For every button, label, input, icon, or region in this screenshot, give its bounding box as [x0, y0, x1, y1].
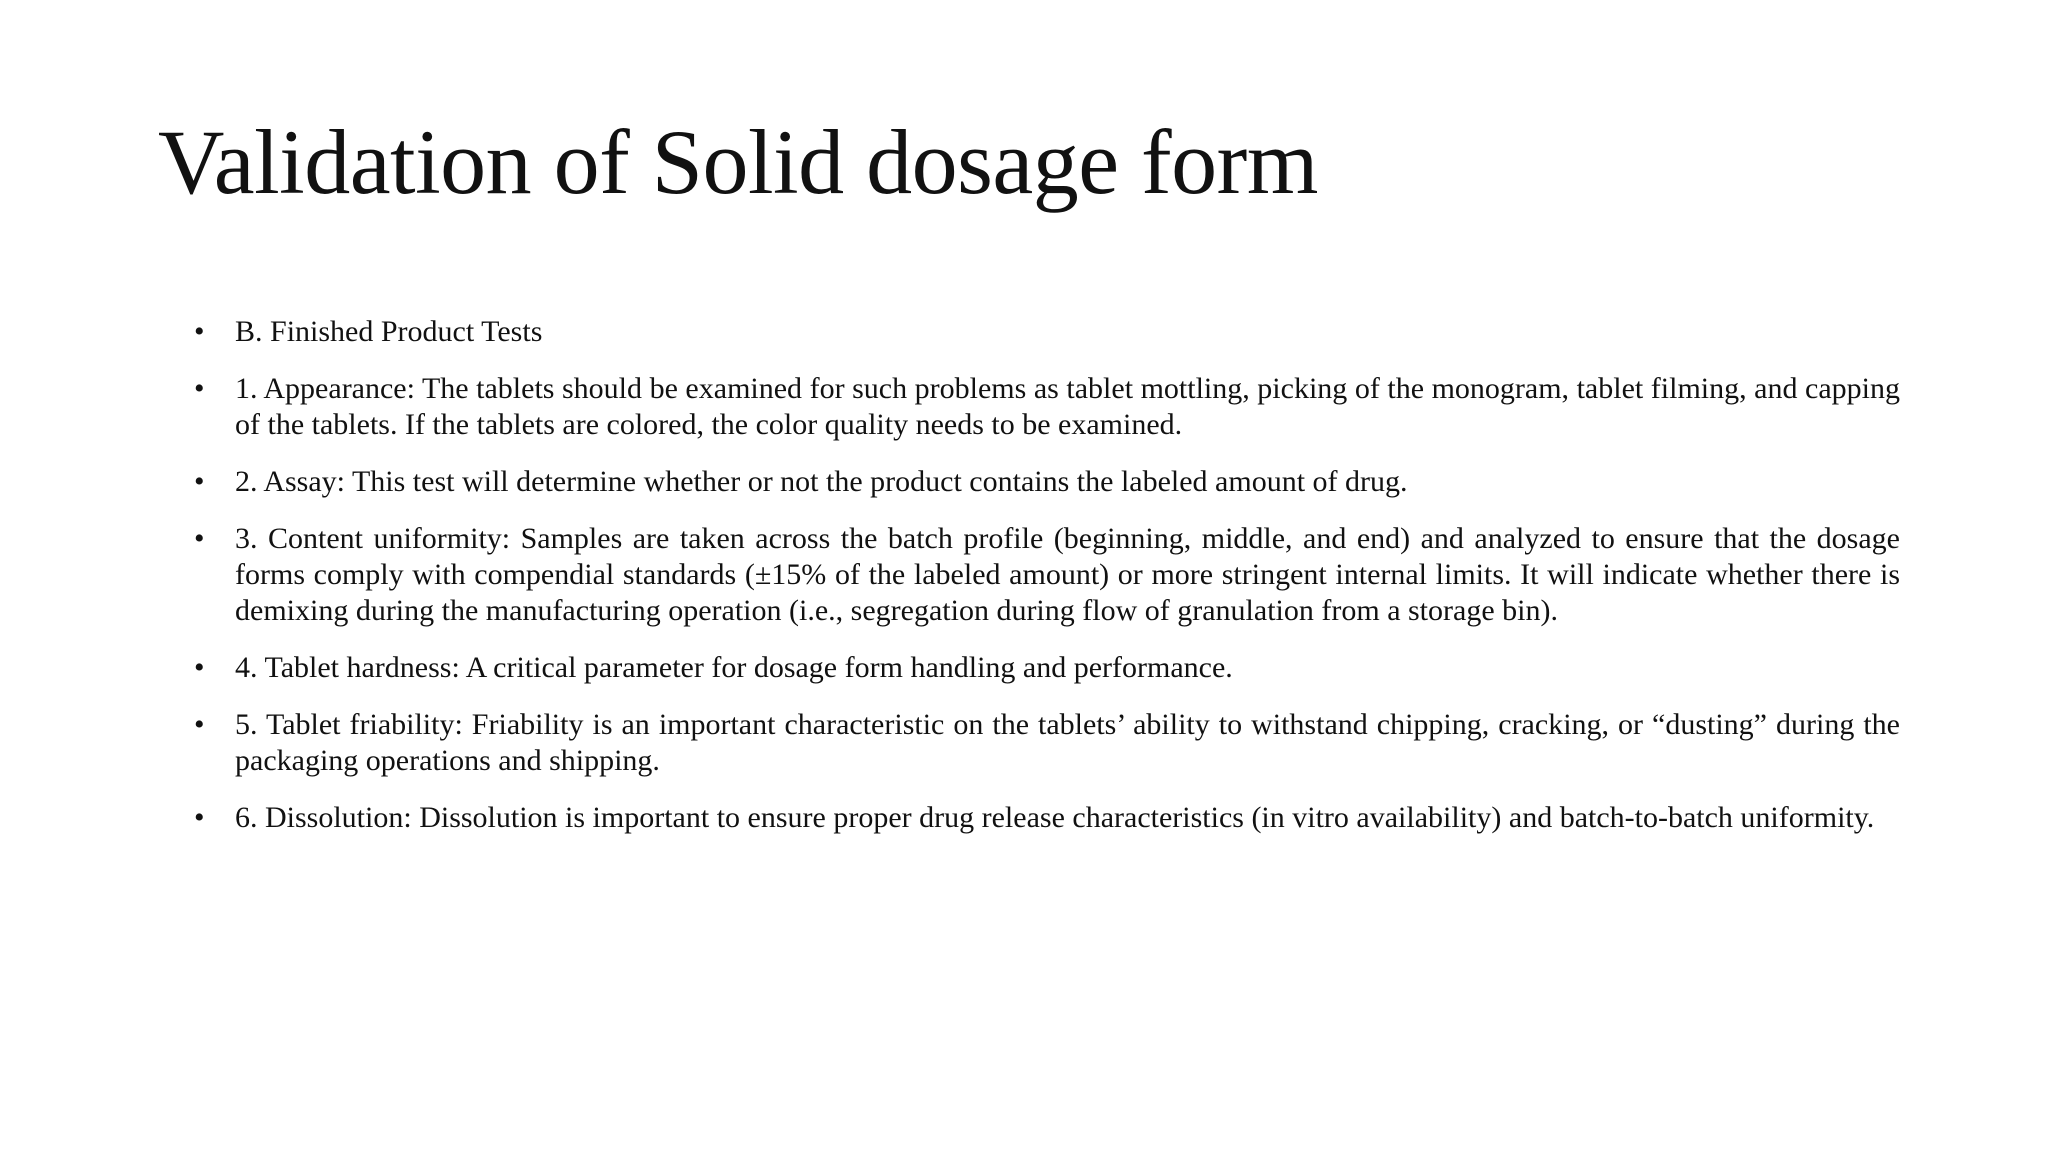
bullet-dot-icon: •	[194, 465, 205, 498]
bullet-dot-icon: •	[194, 708, 205, 741]
bullet-list	[190, 314, 1900, 857]
bullet-item-assay	[190, 464, 1900, 500]
bullet-item-content-uniformity	[190, 521, 1900, 629]
bullet-item-appearance	[190, 371, 1900, 443]
bullet-dot-icon: •	[194, 372, 205, 405]
bullet-dot-icon: •	[194, 651, 205, 684]
bullet-item-dissolution	[190, 800, 1900, 836]
bullet-text: 3. Content uniformity: Samples are taken across the batch profile (beginning, middle, and end) and analyzed to ensure that the dosage forms comply with compendial standards (±15% of the labeled amount) or more stringent internal limits. It will indicate whether there is demixing during the manufacturing operation (i.e., segregation during flow of granulation from a storage bin).	[235, 522, 1900, 627]
bullet-text: 1. Appearance: The tablets should be examined for such problems as tablet mottling, picking of the monogram, tablet filming, and capping of the tablets. If the tablets are colored, the color quality needs to be examined.	[235, 372, 1900, 441]
bullet-dot-icon: •	[194, 315, 205, 348]
bullet-item-tablet-hardness	[190, 650, 1900, 686]
bullet-text: 2. Assay: This test will determine whether or not the product contains the labeled amount of drug.	[235, 465, 1408, 498]
bullet-item-finished-product-tests	[190, 314, 1900, 350]
slide-title: Validation of Solid dosage form	[158, 111, 1318, 213]
bullet-text: 4. Tablet hardness: A critical parameter for dosage form handling and performance.	[235, 651, 1233, 684]
bullet-dot-icon: •	[194, 801, 205, 834]
bullet-text: B. Finished Product Tests	[235, 315, 543, 348]
bullet-dot-icon: •	[194, 522, 205, 555]
bullet-text: 5. Tablet friability: Friability is an important characteristic on the tablets’ ability to withstand chipping, cracking, or “dusting” during the packaging operations and shipping.	[235, 708, 1900, 777]
bullet-item-tablet-friability	[190, 707, 1900, 779]
bullet-text: 6. Dissolution: Dissolution is important to ensure proper drug release characteristics (in vitro availability) and batch-to-batch uniformity.	[235, 801, 1875, 834]
